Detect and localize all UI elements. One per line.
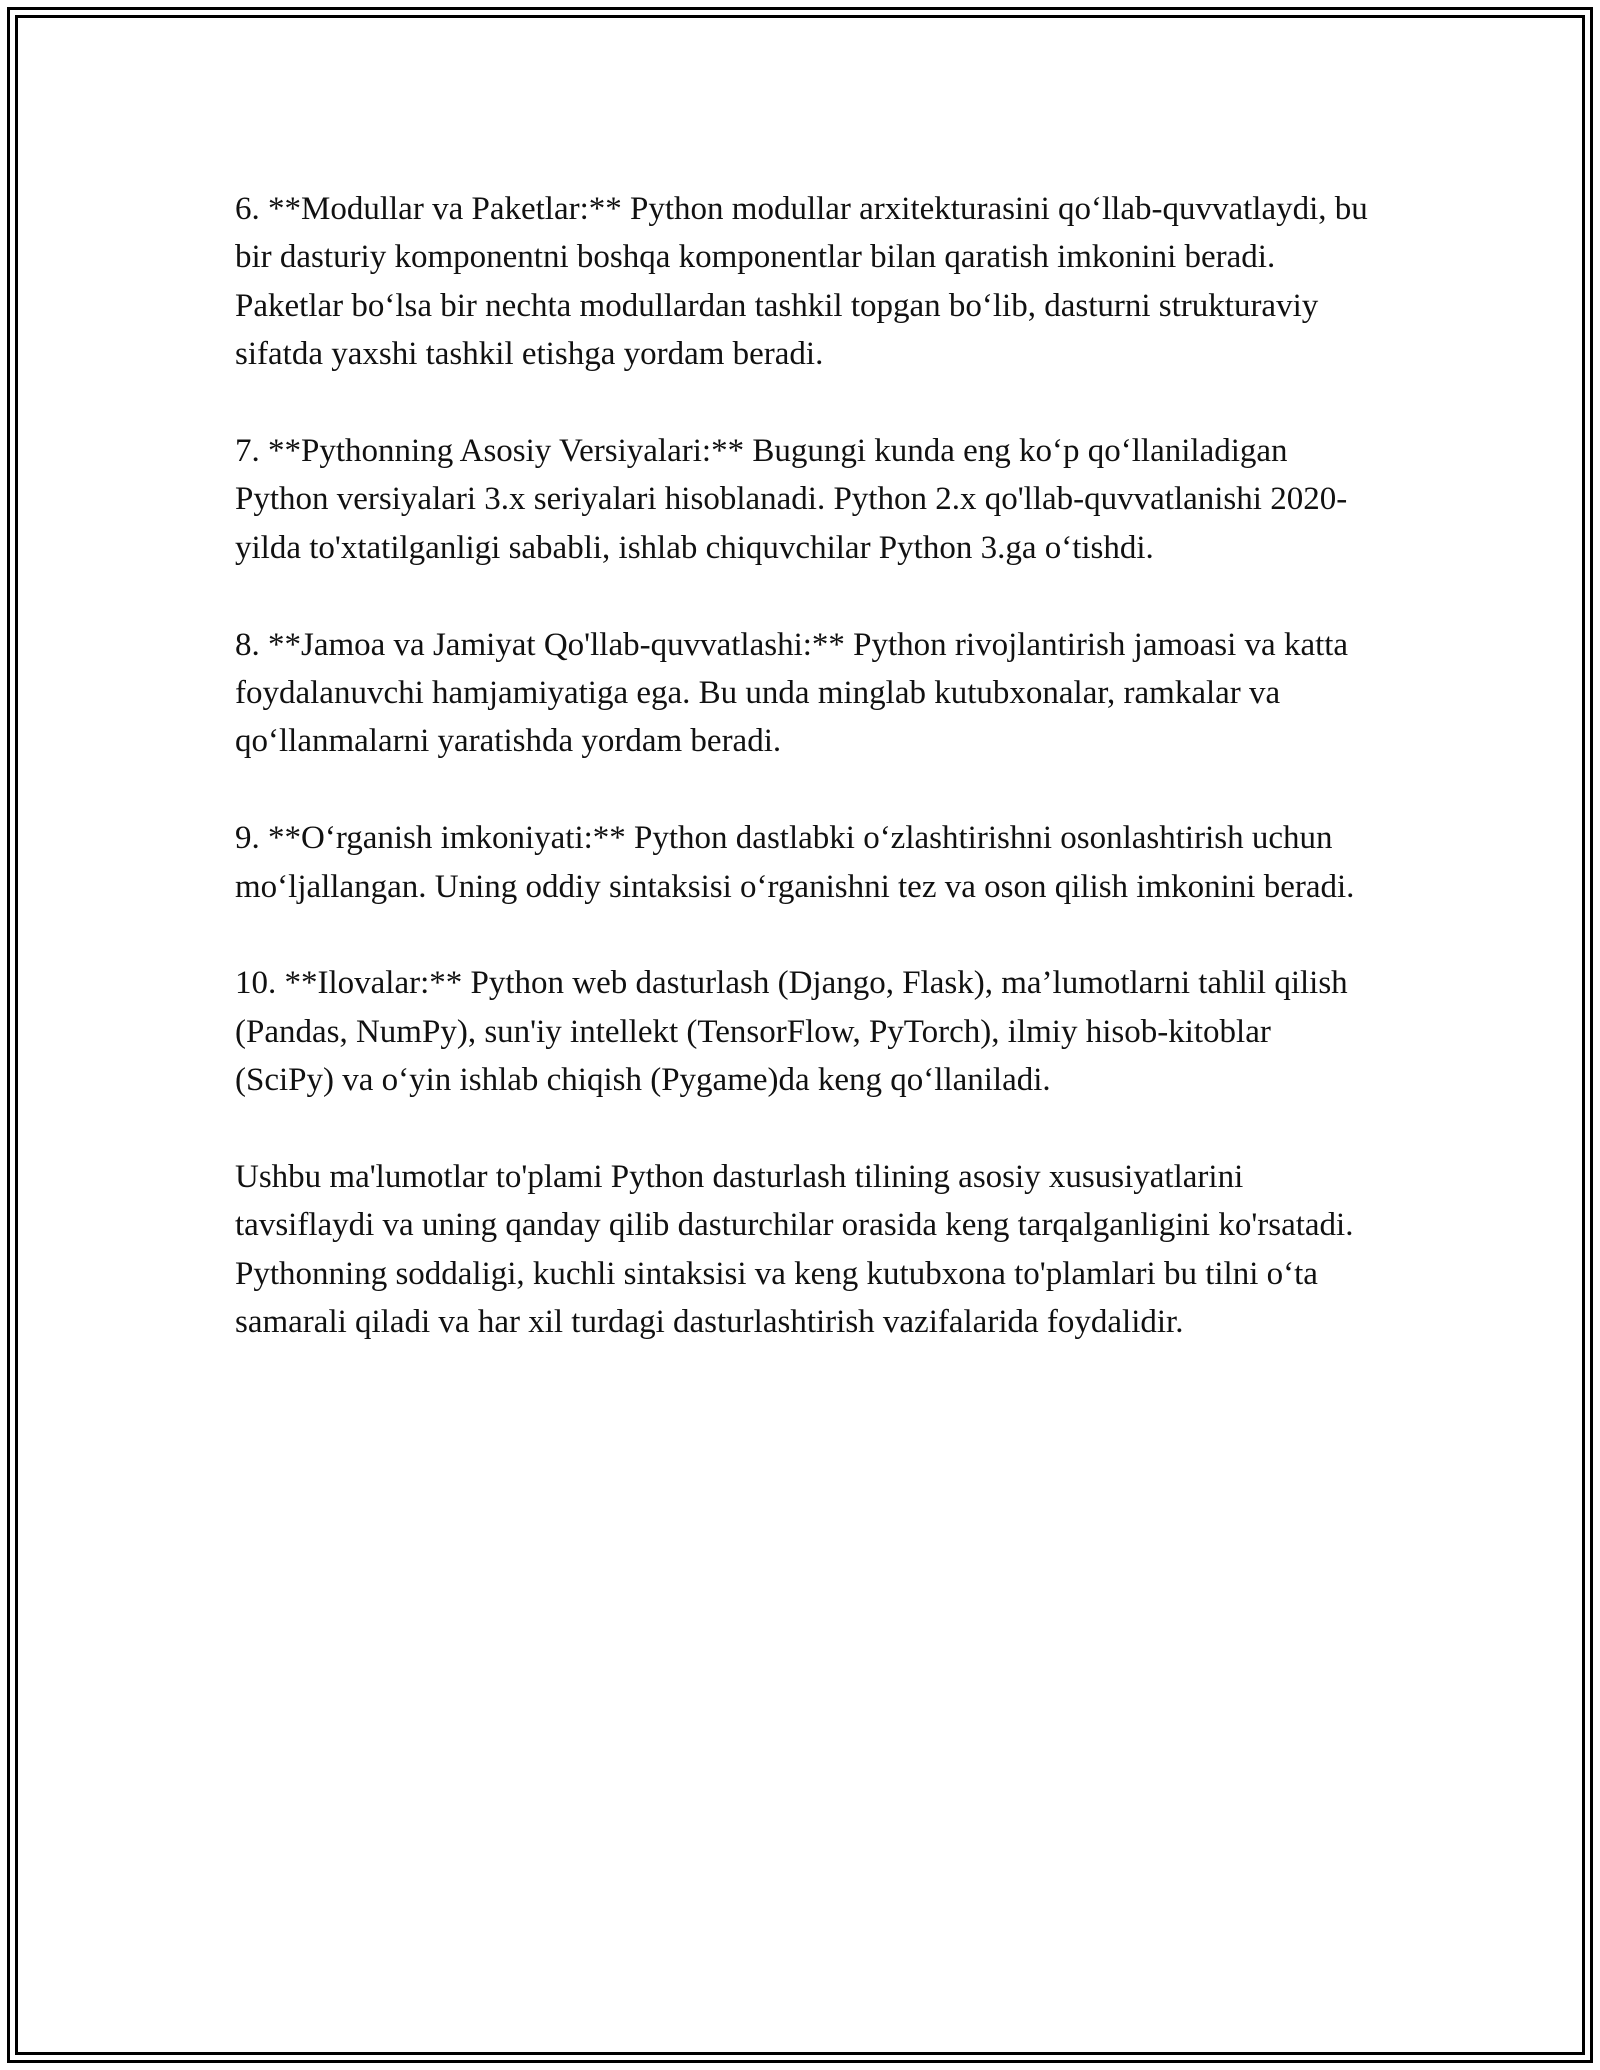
paragraph-summary: Ushbu ma'lumotlar to'plami Python dasturlash tilining asosiy xususiyatlarini tavsiflaydi va uning qanday qilib dasturchilar orasida keng tarqalganligini ko'rsatadi. Pythonning soddaligi, kuchli sintaksisi va keng kutubxona to'plamlari bu tilni o‘ta samarali qiladi va har xil turdagi dasturlashtirish vazifalarida foydalidir. — [235, 1159, 1354, 1341]
paragraph-community-support: 8. **Jamoa va Jamiyat Qo'llab-quvvatlashi:** Python rivojlantirish jamoasi va katta foydalanuvchi hamjamiyatiga ega. Bu unda minglab kutubxonalar, ramkalar va qo‘llanmalarni yaratishda yordam beradi. — [235, 626, 1349, 760]
paragraph-applications: 10. **Ilovalar:** Python web dasturlash (Django, Flask), ma’lumotlarni tahlil qilish (Pandas, NumPy), sun'iy intellekt (TensorFlow, PyTorch), ilmiy hisob-kitoblar (SciPy) va o‘yin ishlab chiqish (Pygame)da keng qo‘llaniladi. — [235, 965, 1348, 1099]
paragraph-learning: 9. **O‘rganish imkoniyati:** Python dastlabki o‘zlashtirishni osonlashtirish uchun mo‘ljallangan. Uning oddiy sintaksisi o‘rganishni tez va oson qilish imkonini beradi. — [235, 820, 1355, 905]
paragraph-python-versions: 7. **Pythonning Asosiy Versiyalari:** Bugungi kunda eng ko‘p qo‘llaniladigan Python versiyalari 3.x seriyalari hisoblanadi. Python 2.x qo'llab-quvvatlanishi 2020-yilda to'xtatilganligi sababli, ishlab chiquvchilar Python 3.ga o‘tishdi. — [235, 433, 1348, 566]
paragraph-modules-packages: 6. **Modullar va Paketlar:** Python modullar arxitekturasini qo‘llab-quvvatlaydi, bu bir dasturiy komponentni boshqa komponentlar bilan qaratish imkonini beradi. Paketlar bo‘lsa bir nechta modullardan tashkil topgan bo‘lib, dasturni strukturaviy sifatda yaxshi tashkil etishga yordam beradi. — [235, 191, 1368, 373]
document-body — [235, 185, 1375, 1395]
